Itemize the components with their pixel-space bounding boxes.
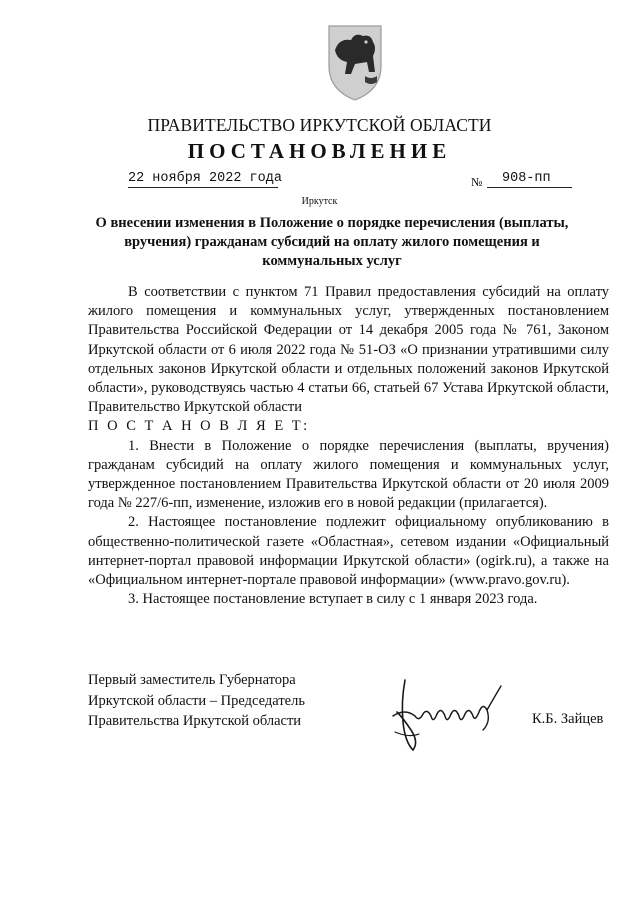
document-date: 22 ноября 2022 года	[128, 171, 282, 186]
position-line-2: Иркутской области – Председатель	[88, 692, 305, 709]
position-line-1: Первый заместитель Губернатора	[88, 672, 296, 688]
decree-word: П О С Т А Н О В Л Я Е Т:	[88, 418, 310, 435]
government-name: ПРАВИТЕЛЬСТВО ИРКУТСКОЙ ОБЛАСТИ	[147, 115, 492, 135]
document-body	[88, 283, 609, 609]
document-type: ПОСТАНОВЛЕНИЕ	[187, 139, 452, 163]
preamble-paragraph: В соответствии с пунктом 71 Правил предоставления субсидий на оплату жилого помещения и коммунальных услуг, утвержденных постановлением Правительства Российской Федерации от 14 декабря 2005 года № 761, Законом Иркутской области от 6 июля 2022 года № 51-ОЗ «О признании утратившими силу отдельных законов Иркутской области и отдельных положений законов Иркутской области», руководствуясь частью 4 статьи 66, статьей 67 Устава Иркутской области, Правительство Иркутской области	[88, 284, 609, 416]
item-3: 3. Настоящее постановление вступает в силу с 1 января 2023 года.	[128, 591, 538, 608]
city-name: Иркутск	[301, 196, 338, 207]
document-title: О внесении изменения в Положение о порядке перечисления (выплаты, вручения) гражданам субсидий на оплату жилого помещения и коммунальных услуг	[95, 215, 569, 269]
item-2: 2. Настоящее постановление подлежит официальному опубликованию в общественно-политической газете «Областная», сетевом издании «Официальный интернет-портал правовой информации Иркутской области» (ogirk.ru), а также на «Официальном интернет-портале правовой информации» (www.pravo.gov.ru).	[88, 514, 609, 589]
coat-of-arms-icon	[325, 20, 385, 102]
handwritten-signature	[375, 672, 515, 762]
signatory-position	[88, 670, 305, 732]
item-1: 1. Внести в Положение о порядке перечисления (выплаты, вручения) гражданам субсидий на оплату жилого помещения и коммунальных услуг, утвержденное постановлением Правительства Иркутской области от 20 июля 2009 года № 227/6-пп, изменение, изложив его в новой редакции (прилагается).	[88, 437, 609, 512]
signatory-name: К.Б. Зайцев	[532, 711, 604, 727]
number-sign: №	[471, 175, 483, 189]
document-number: 908-пп	[487, 171, 572, 188]
position-line-3: Правительства Иркутской области	[88, 713, 302, 729]
